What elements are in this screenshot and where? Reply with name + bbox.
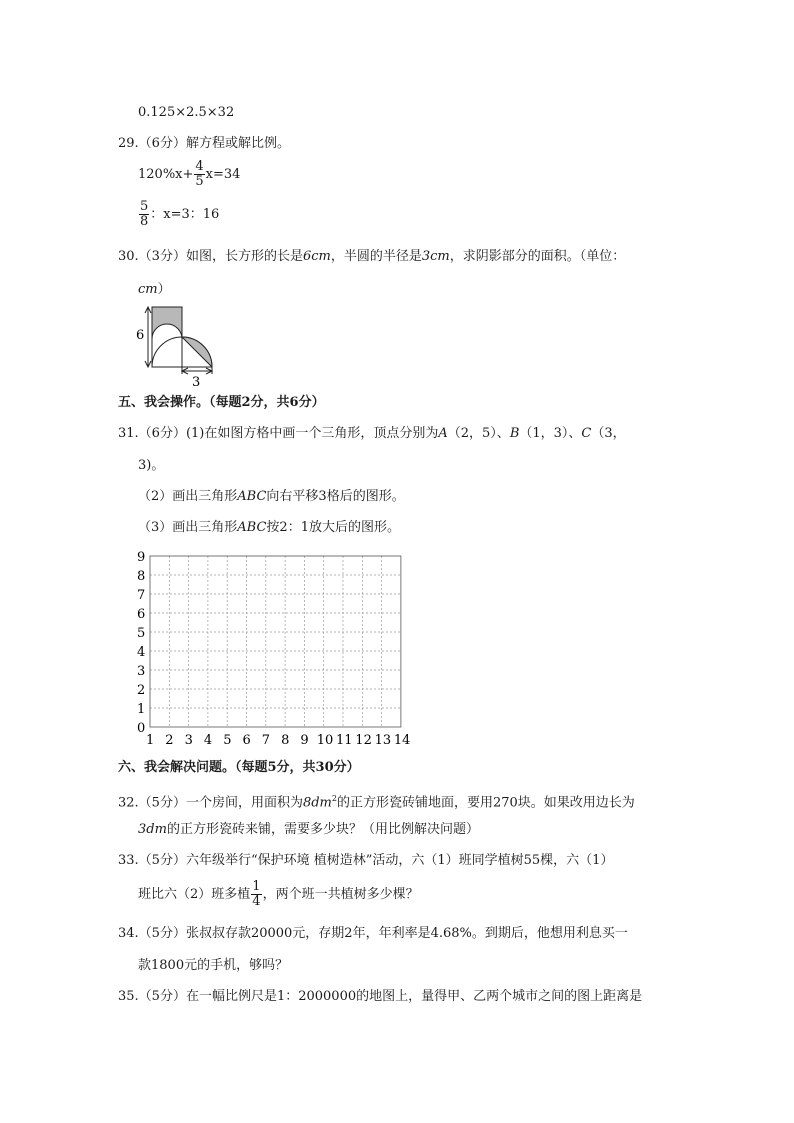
q32-text-c: 的正方形瓷砖来铺，需要多少块？（用比例解决问题） [166, 822, 479, 837]
q29-eq1-right: x=34 [205, 167, 241, 182]
q30-shaded-rect-part [152, 307, 182, 339]
section-5-title: 五、我会操作。（每题2分，共6分） [118, 395, 325, 410]
q33-fraction [251, 880, 261, 909]
section-6-title: 六、我会解决问题。（每题5分，共30分） [118, 760, 360, 775]
grid-y-label: 0 [137, 721, 146, 736]
q29-equation-2 [138, 200, 219, 229]
q31-sub2-text-a: （2）画出三角形 [138, 489, 238, 504]
grid-x-label: 7 [261, 733, 271, 748]
q31-sub2-abc: ABC [237, 489, 267, 504]
q29-eq1-fraction [194, 160, 204, 189]
q31-line-2: 3)。 [138, 458, 165, 473]
grid-x-label: 6 [242, 733, 251, 748]
q31-line-1 [118, 424, 626, 444]
q32-area-unit: dm [311, 795, 332, 811]
grid-x-label: 11 [336, 733, 353, 748]
grid-y-label: 1 [137, 702, 146, 717]
q30-tail: ） [157, 282, 171, 297]
grid-y-label: 7 [137, 588, 146, 603]
q29-eq2-denominator: 8 [140, 214, 149, 229]
q31-point-c-coord: （3， [591, 426, 626, 441]
q30-unit-1: cm [311, 249, 331, 264]
q33-line-2 [138, 880, 419, 910]
q30-radius: 3 [421, 249, 431, 264]
q32-line-1 [118, 789, 635, 813]
q30-unit-2: cm [430, 249, 450, 264]
q28-expression: 0.125×2.5×32 [138, 105, 235, 120]
grid-y-label: 8 [137, 569, 146, 584]
q30-text-b: ，半圆的半径是 [330, 249, 422, 264]
grid-border [150, 556, 401, 727]
q32-side-value: 3 [138, 822, 147, 837]
grid-y-label: 9 [137, 550, 146, 565]
q31-sub-3 [138, 518, 400, 538]
q31-sub-2 [138, 487, 405, 507]
q31-sub3-text-a: （3）画出三角形 [138, 520, 238, 535]
q30-unit-3: cm [138, 282, 158, 297]
grid-x-label: 8 [281, 733, 290, 748]
q33-denominator: 4 [252, 894, 261, 909]
q32-side-unit: dm [146, 822, 167, 837]
q32-line-2 [138, 820, 479, 840]
q30-shaded-segment [182, 337, 212, 367]
q29-equation-1 [138, 160, 240, 189]
grid-y-label: 5 [137, 626, 146, 641]
q31-grid [128, 548, 438, 748]
q31-text: 31.（6分）(1)在如图方格中画一个三角形，顶点分别为 [118, 426, 439, 441]
grid-x-label: 1 [146, 733, 155, 748]
grid-x-label: 12 [355, 733, 372, 748]
q29-eq1-numerator: 4 [195, 159, 204, 174]
q35-line-1: 35.（5分）在一幅比例尺是1：2000000的地图上，量得甲、乙两个城市之间的图上距离是 [118, 989, 643, 1004]
q30-line-2 [138, 280, 171, 300]
q33-text-b: ，两个班一共植树多少棵？ [262, 887, 419, 902]
grid-y-label: 6 [137, 607, 146, 622]
grid-x-label: 13 [374, 733, 392, 748]
grid-x-label: 5 [223, 733, 232, 748]
q32-area-exponent: 2 [331, 794, 337, 803]
grid-x-label: 2 [165, 733, 174, 748]
q31-point-a: A [438, 426, 448, 441]
grid-y-label: 3 [137, 664, 146, 679]
q31-point-a-coord: （2，5）、 [447, 426, 510, 441]
grid-x-label: 9 [300, 733, 309, 748]
q34-line-1: 34.（5分）张叔叔存款20000元，存期2年，年利率是4.68%。到期后，他想用利息买一 [118, 926, 628, 941]
q30-text-c: ，求阴影部分的面积。（单位： [449, 249, 626, 264]
grid-y-label: 4 [137, 645, 146, 660]
q33-line-1: 33.（5分）六年级举行“保护环境 植树造林”活动，六（1）班同学植树55棵，六（1） [118, 853, 614, 868]
q29-eq1-left: 120%x+ [138, 167, 194, 182]
q30-text-a: 30.（3分）如图，长方形的长是 [118, 249, 303, 264]
q32-text-a: 32.（5分）一个房间，用面积为 [118, 795, 303, 811]
q29-eq2-numerator: 5 [140, 199, 149, 214]
q31-point-b-coord: （1，3）、 [519, 426, 582, 441]
grid-y-label: 2 [137, 683, 146, 698]
q30-figure [128, 302, 228, 388]
q30-radius-label: 3 [192, 375, 201, 388]
q29-eq2-right: ：x=3：16 [150, 207, 220, 222]
q33-numerator: 1 [252, 879, 261, 894]
q31-sub3-abc: ABC [237, 520, 267, 535]
grid-x-label: 14 [393, 733, 411, 748]
grid-x-label: 3 [184, 733, 193, 748]
grid-x-label: 4 [203, 733, 213, 748]
q30-line-1 [118, 247, 625, 267]
q30-length: 6 [302, 249, 312, 264]
grid-x-label: 10 [316, 733, 334, 748]
q29-eq2-fraction [139, 200, 149, 229]
q29-eq1-denominator: 5 [195, 174, 204, 189]
q31-point-c: C [581, 426, 592, 441]
q30-height-label: 6 [136, 328, 145, 343]
q33-text-a: 班比六（2）班多植 [138, 887, 251, 902]
q29-title: 29.（6分）解方程或解比例。 [118, 136, 290, 151]
q32-area-value: 8 [302, 795, 312, 811]
q31-sub3-text-b: 按2：1放大后的图形。 [266, 520, 400, 535]
q31-sub2-text-b: 向右平移3格后的图形。 [266, 489, 405, 504]
q31-point-b: B [509, 426, 520, 441]
q34-line-2: 款1800元的手机，够吗？ [138, 958, 289, 973]
q32-text-b: 的正方形瓷砖铺地面，要用270块。如果改用边长为 [336, 795, 635, 811]
